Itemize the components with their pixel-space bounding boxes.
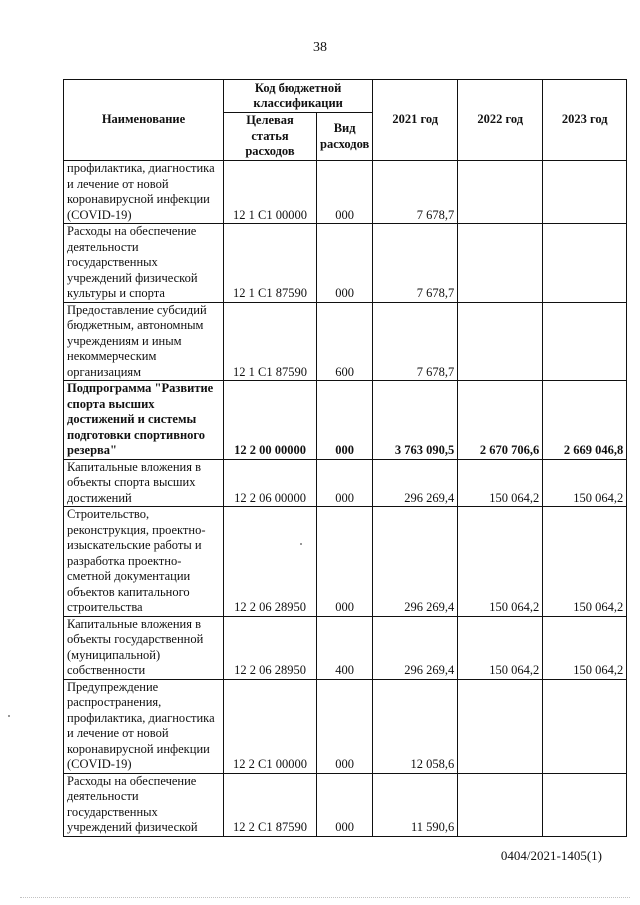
table-row-subprogram [64,381,627,460]
row-type-code: 000 [317,679,373,773]
row-target-code: 12 1 C1 00000 [224,161,317,224]
row-2022 [458,773,543,836]
row-2023 [543,224,627,303]
row-type-code: 000 [317,381,373,460]
row-2022 [458,161,543,224]
row-2023: 150 064,2 [543,507,627,617]
row-2022: 150 064,2 [458,616,543,679]
row-name: Капитальные вложения в объекты спорта высших достижений [64,459,224,507]
scan-edge-artifact [20,897,630,902]
row-2023: 2 669 046,8 [543,381,627,460]
row-target-code: 12 2 C1 00000 [224,679,317,773]
table-row [64,679,627,773]
header-target-article: Целевая статья расходов [224,113,317,161]
row-2023: 150 064,2 [543,616,627,679]
table-row [64,161,627,224]
row-name: профилактика, диагностика и лечение от новой коронавирусной инфекции (COVID-19) [64,161,224,224]
row-name: Расходы на обеспечение деятельности государственных учреждений физической [64,773,224,836]
table-row [64,773,627,836]
page-number: 38 [313,40,327,55]
row-name: Капитальные вложения в объекты государственной (муниципальной) собственности [64,616,224,679]
row-2022 [458,679,543,773]
table-header-row [64,80,627,113]
row-2022: 150 064,2 [458,459,543,507]
budget-table [63,79,627,837]
header-2023: 2023 год [543,80,627,161]
row-2021: 7 678,7 [373,302,458,381]
row-target-code: 12 1 C1 87590 [224,224,317,303]
row-name: Предоставление субсидий бюджетным, автономным учреждениям и иным некоммерческим организациям [64,302,224,381]
row-2023 [543,161,627,224]
scan-speck [300,543,302,545]
table-row [64,616,627,679]
row-type-code: 000 [317,773,373,836]
row-type-code: 000 [317,459,373,507]
row-target-code: 12 2 06 00000 [224,459,317,507]
header-code-group: Код бюджетной классификации [224,80,373,113]
row-2022: 150 064,2 [458,507,543,617]
row-type-code: 000 [317,507,373,617]
row-2022 [458,224,543,303]
header-expense-type: Вид расходов [317,113,373,161]
row-type-code: 600 [317,302,373,381]
row-2021: 296 269,4 [373,459,458,507]
header-name: Наименование [64,80,224,161]
row-2021: 296 269,4 [373,616,458,679]
row-name: Расходы на обеспечение деятельности государственных учреждений физической культуры и спорта [64,224,224,303]
table-row [64,224,627,303]
row-target-code: 12 2 00 00000 [224,381,317,460]
row-2021: 296 269,4 [373,507,458,617]
table-row [64,459,627,507]
header-2022: 2022 год [458,80,543,161]
row-target-code: 12 2 C1 87590 [224,773,317,836]
row-type-code: 000 [317,224,373,303]
row-2022: 2 670 706,6 [458,381,543,460]
row-2021: 3 763 090,5 [373,381,458,460]
row-2021: 7 678,7 [373,224,458,303]
row-type-code: 400 [317,616,373,679]
row-name: Предупреждение распространения, профилактика, диагностика и лечение от новой коронавирусной инфекции (COVID-19) [64,679,224,773]
table-row [64,507,627,617]
row-target-code: 12 2 06 28950 [224,616,317,679]
row-2023: 150 064,2 [543,459,627,507]
row-name: Строительство, реконструкция, проектно-изыскательские работы и разработка проектно-сметной документации объектов капитального строительства [64,507,224,617]
row-name: Подпрограмма "Развитие спорта высших достижений и системы подготовки спортивного резерва" [64,381,224,460]
row-2021: 12 058,6 [373,679,458,773]
row-target-code: 12 1 C1 87590 [224,302,317,381]
row-2021: 7 678,7 [373,161,458,224]
row-2022 [458,302,543,381]
row-2021: 11 590,6 [373,773,458,836]
document-registration-code: 0404/2021-1405(1) [500,848,602,863]
row-2023 [543,302,627,381]
table-row [64,302,627,381]
scan-speck [8,715,10,717]
header-2021: 2021 год [373,80,458,161]
row-target-code: 12 2 06 28950 [224,507,317,617]
row-2023 [543,773,627,836]
row-2023 [543,679,627,773]
row-type-code: 000 [317,161,373,224]
